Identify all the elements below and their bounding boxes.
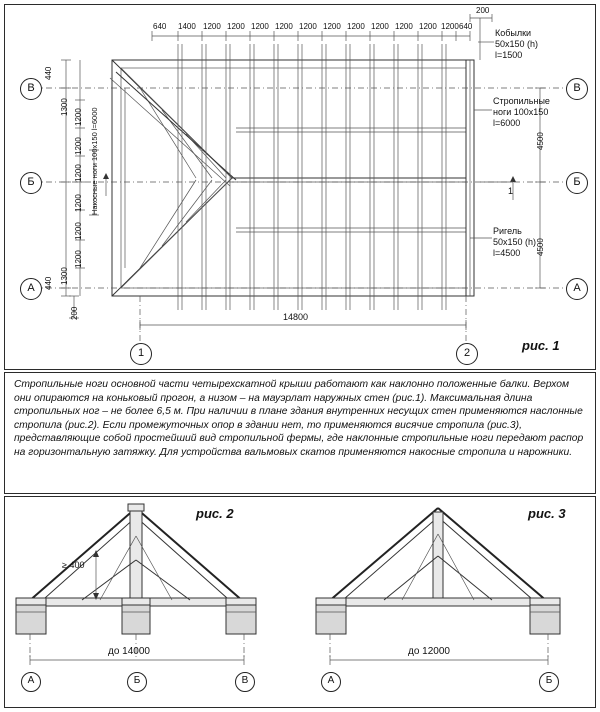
top-dim-12: 1200 — [441, 22, 459, 31]
figure-2-marker-v: В — [235, 672, 255, 692]
annotation-rigel-line-0: Ригель — [493, 226, 522, 236]
top-dim-8: 1200 — [347, 22, 365, 31]
top-dim-13: 640 — [459, 22, 473, 31]
left-note-vertical: Накосные ноги 100х150 l=6000 — [90, 107, 99, 215]
left-small-dim-4: 1200 — [74, 222, 83, 240]
left-small-dim-5: 1200 — [74, 250, 83, 268]
left-small-dim-2: 1200 — [74, 164, 83, 182]
annotation-kobylki-line-0: Кобылки — [495, 28, 532, 38]
figure-2-caption: рис. 2 — [196, 506, 234, 521]
figure-2-marker-a: А — [21, 672, 41, 692]
annotation-kobylki-line-2: l=1500 — [495, 50, 523, 60]
axis-marker-left-b: Б — [20, 172, 42, 194]
axis-marker-right-b: Б — [566, 172, 588, 194]
annotation-kobylki-line-1: 50х150 (h) — [495, 39, 539, 49]
top-dim-11: 1200 — [419, 22, 437, 31]
axis-marker-right-a: А — [566, 278, 588, 300]
top-dim-1: 1400 — [178, 22, 196, 31]
figure-1-caption: рис. 1 — [522, 338, 560, 353]
annotation-nogi-line-0: Стропильные — [493, 96, 550, 106]
callout-number: 1 — [508, 186, 514, 196]
left-dim-7: 440 — [44, 276, 53, 290]
right-dim-2: 4500 — [536, 238, 545, 256]
top-dim-3: 1200 — [227, 22, 245, 31]
left-small-dim-3: 1200 — [74, 194, 83, 212]
top-right-dim: 200 — [476, 6, 490, 15]
axis-marker-bottom-1: 1 — [130, 343, 152, 365]
annotation-rigel-line-2: l=4500 — [493, 248, 521, 258]
figure-3-span-label: до 12000 — [408, 646, 450, 657]
top-dim-0: 640 — [153, 22, 167, 31]
left-dim-0: 440 — [44, 66, 53, 80]
left-small-dim-1: 1200 — [74, 137, 83, 155]
top-dim-4: 1200 — [251, 22, 269, 31]
figure-3-marker-b: Б — [539, 672, 559, 692]
annotation-nogi-line-1: ноги 100х150 — [493, 107, 549, 117]
figure-2-height-label: ≥ 400 — [62, 560, 85, 570]
top-dim-5: 1200 — [275, 22, 293, 31]
axis-marker-right-v: В — [566, 78, 588, 100]
figure-2-marker-b: Б — [127, 672, 147, 692]
annotation-rigel-line-1: 50х150 (h) — [493, 237, 537, 247]
annotation-nogi-line-2: l=6000 — [493, 118, 521, 128]
axis-marker-left-a: А — [20, 278, 42, 300]
description-text: Стропильные ноги основной части четырехскатной крыши работают как наклонно положенные балки. Верхом они опираются на коньковый прогон, а низом – на мауэрлат наружных стен (рис.1). Максимальная длина стропильных ног – не более 6,5 м. При наличии в плане здания внутренних несущих стен применяются наслонные стропила (рис.2). Если промежуточных опор в здании нет, то применяются висячие стропила (рис.3), представляющие собой простейший вид стропильной фермы, где наклонные стропильные ноги передают распор на горизонтальную затяжку. Для устройства вальмовых скатов применяются накосные стропила и нарожники. — [14, 379, 584, 458]
top-dim-7: 1200 — [323, 22, 341, 31]
left-bottom-dim: 200 — [70, 306, 79, 320]
top-dim-2: 1200 — [203, 22, 221, 31]
figure-3-marker-a: А — [321, 672, 341, 692]
axis-marker-left-v: В — [20, 78, 42, 100]
bottom-dim: 14800 — [283, 312, 309, 322]
axis-marker-bottom-2: 2 — [456, 343, 478, 365]
left-small-dim-0: 1200 — [74, 108, 83, 126]
right-dim-1: 4500 — [536, 132, 545, 150]
top-dim-9: 1200 — [371, 22, 389, 31]
figure-2-span-label: до 14000 — [108, 646, 150, 657]
left-dim-6: 1300 — [60, 267, 69, 285]
top-dim-6: 1200 — [299, 22, 317, 31]
top-dim-10: 1200 — [395, 22, 413, 31]
left-dim-1: 1300 — [60, 98, 69, 116]
figure-3-caption: рис. 3 — [528, 506, 566, 521]
